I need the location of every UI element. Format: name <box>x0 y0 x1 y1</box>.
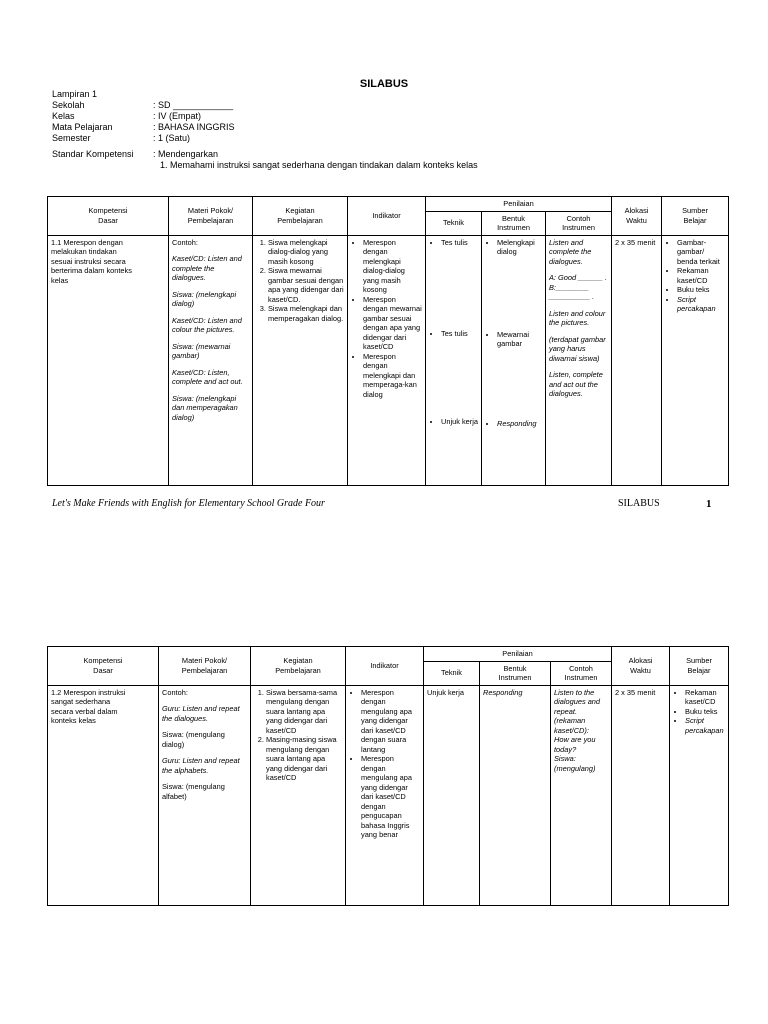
header-kompetensi: Kompetensi Dasar <box>48 197 169 236</box>
cell-teknik: • Tes tulis • Tes tulis • Unjuk kerja <box>426 235 482 486</box>
header-penilaian: Penilaian <box>424 647 612 662</box>
header-bentuk: Bentuk Instrumen <box>482 211 546 235</box>
header-alokasi: Alokasi Waktu <box>612 197 662 236</box>
list-item: • Merespon dengan mengulang apa yang didengar dari kaset/CD dengan suara lantang <box>361 688 420 755</box>
footer-label: SILABUS <box>618 498 660 509</box>
list-item: • Merespon dengan melengkapi dialog-dialog yang masih kosong <box>363 238 422 295</box>
cell-kompetensi: 1.2 Merespon instruksi sangat sederhana secara verbal dalam konteks kelas <box>48 685 159 906</box>
syllabus-table-2 <box>47 646 729 906</box>
cell-sumber: • Rekaman kaset/CD • Buku teks • Script percakapan <box>670 685 729 906</box>
header-contoh: Contoh Instrumen <box>546 211 612 235</box>
header-teknik: Teknik <box>424 661 480 685</box>
lampiran-label: Lampiran 1 <box>52 89 98 99</box>
page-footer <box>52 498 712 509</box>
header-indikator: Indikator <box>346 647 424 686</box>
list-item: • Merespon dengan mengulang apa yang didengar dari kaset/CD dengan pengucapan bahasa Inggris yang benar <box>361 754 420 840</box>
list-item: 2. Siswa mewarnai gambar sesuai dengan apa yang didengar dari kaset/CD. <box>268 266 344 304</box>
cell-kegiatan <box>251 685 346 906</box>
meta-row-mata-pelajaran: Mata Pelajaran : BAHASA INGGRIS <box>52 122 235 132</box>
cell-bentuk: • Melengkapi dialog • Mewarnai gambar • Responding <box>482 235 546 486</box>
cell-indikator <box>346 685 424 906</box>
syllabus-table-1 <box>47 196 729 486</box>
list-item: 3. Siswa melengkapi dan memperagakan dialog. <box>268 304 344 323</box>
cell-contoh: Listen to the dialogues and repeat. (rekaman kaset/CD): How are you today? Siswa: (mengulang) <box>551 685 612 906</box>
syllabus-meta <box>52 89 478 171</box>
header-materi: Materi Pokok/ Pembelajaran <box>159 647 251 686</box>
cell-contoh: Listen and complete the dialogues. A: Good ______ . B:________ __________ . Listen and colour the pictures. (terdapat gambar yang harus diwarnai siswa) Listen, complete and act out the dialogues. <box>546 235 612 486</box>
list-item: 2. Masing-masing siswa mengulang dengan suara lantang apa yang didengar dari kaset/CD <box>266 735 342 783</box>
standar-point: 1. Memahami instruksi sangat sederhana dengan tindakan dalam konteks kelas <box>160 160 478 170</box>
footer-book-title: Let's Make Friends with English for Elementary School Grade Four <box>52 498 325 509</box>
header-alokasi: Alokasi Waktu <box>612 647 670 686</box>
header-materi: Materi Pokok/ Pembelajaran <box>169 197 253 236</box>
meta-row-standar-kompetensi: Standar Kompetensi : Mendengarkan <box>52 149 219 159</box>
header-bentuk: Bentuk Instrumen <box>480 661 551 685</box>
header-kegiatan: Kegiatan Pembelajaran <box>253 197 348 236</box>
header-contoh: Contoh Instrumen <box>551 661 612 685</box>
meta-row-kelas: Kelas : IV (Empat) <box>52 111 202 121</box>
header-kegiatan: Kegiatan Pembelajaran <box>251 647 346 686</box>
cell-sumber: • Gambar-gambar/ benda terkait • Rekaman kaset/CD • Buku teks • Script percakapan <box>662 235 729 486</box>
header-penilaian: Penilaian <box>426 197 612 212</box>
header-kompetensi: Kompetensi Dasar <box>48 647 159 686</box>
cell-kegiatan <box>253 235 348 486</box>
list-item: • Merespon dengan melengkapi dan memperaga-kan dialog <box>363 352 422 400</box>
list-item: 1. Siswa bersama-sama mengulang dengan suara lantang apa yang didengar dari kaset/CD <box>266 688 342 736</box>
header-teknik: Teknik <box>426 211 482 235</box>
list-item: 1. Siswa melengkapi dialog-dialog yang masih kosong <box>268 238 344 267</box>
header-indikator: Indikator <box>348 197 426 236</box>
header-sumber: Sumber Belajar <box>670 647 729 686</box>
list-item: • Merespon dengan mewarnai gambar sesuai dengan apa yang didengar dari kaset/CD <box>363 295 422 352</box>
page-number: 1 <box>706 498 712 510</box>
meta-row-semester: Semester : 1 (Satu) <box>52 133 191 143</box>
cell-bentuk: Responding <box>480 685 551 906</box>
cell-teknik: Unjuk kerja <box>424 685 480 906</box>
cell-kompetensi: 1.1 Merespon dengan melakukan tindakan sesuai instruksi secara berterima dalam konteks kelas <box>48 235 169 486</box>
cell-alokasi: 2 x 35 menit <box>612 235 662 486</box>
cell-indikator <box>348 235 426 486</box>
cell-materi: Contoh: Guru: Listen and repeat the dialogues. Siswa: (mengulang dialog) Guru: Listen and repeat the alphabets. Siswa: (mengulang alfabet) <box>159 685 251 906</box>
header-sumber: Sumber Belajar <box>662 197 729 236</box>
document-title: SILABUS <box>359 78 409 90</box>
cell-alokasi: 2 x 35 menit <box>612 685 670 906</box>
cell-materi: Contoh: Kaset/CD: Listen and complete the dialogues. Siswa: (melengkapi dialog) Kaset/CD: Listen and colour the pictures. Siswa: (mewarnai gambar) Kaset/CD: Listen, complete and act out. Siswa: (melengkapi dan memperagakan dialog) <box>169 235 253 486</box>
meta-row-sekolah: Sekolah : SD ____________ <box>52 100 234 110</box>
